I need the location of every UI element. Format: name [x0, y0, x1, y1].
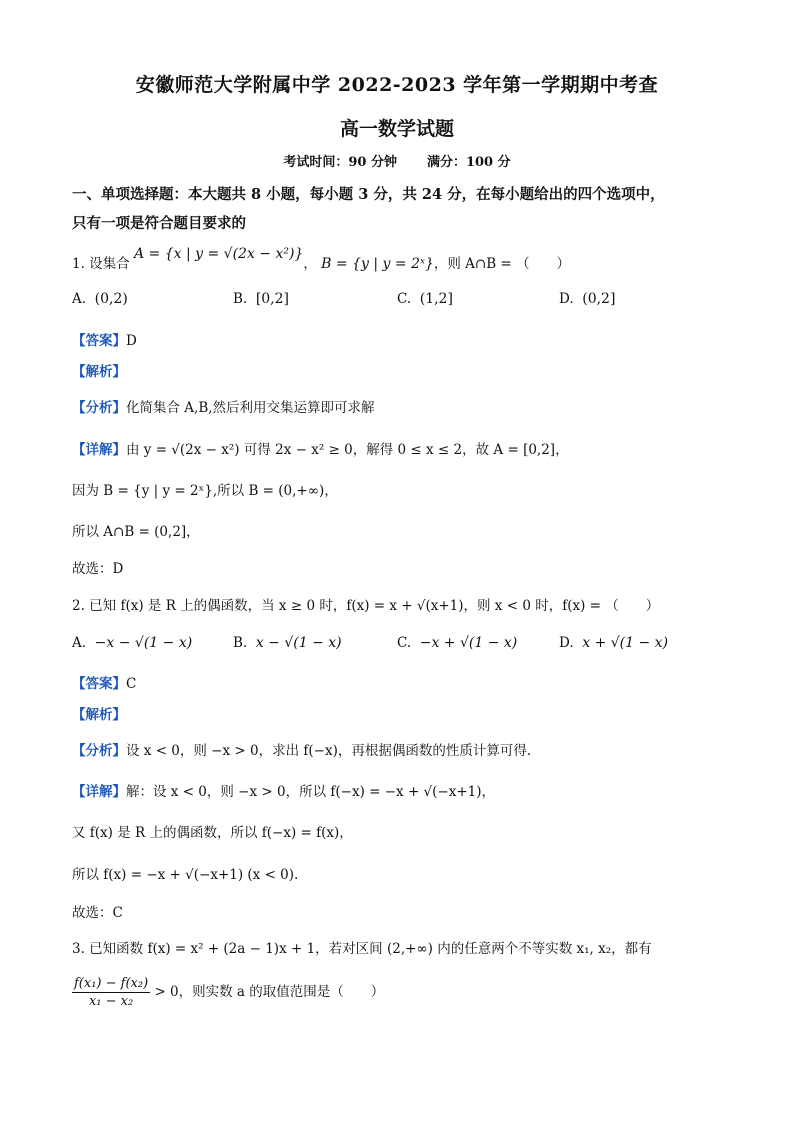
q1-choose: 故选：D — [72, 561, 124, 577]
section-heading-line2: 只有一项是符合题目要求的 — [72, 215, 246, 232]
q2-stem: 2. 已知 f(x) 是 R 上的偶函数，当 x ≥ 0 时，f(x) = x + √(x+1)，则 x < 0 时，f(x) = （ ） — [72, 598, 660, 614]
q1-set-b: B = {y | y = 2ˣ} — [321, 256, 434, 272]
exam-title: 安徽师范大学附属中学 2022-2023 学年第一学期期中考查 — [135, 74, 659, 96]
q1-detail-3: 所以 A∩B = (0,2]， — [72, 524, 200, 540]
q1-answer: 【答案】D — [72, 333, 137, 349]
q2-fenxi: 【分析】设 x < 0，则 −x > 0，求出 f(−x)，再根据偶函数的性质计算可得. — [72, 743, 532, 759]
section-heading-line1: 一、单项选择题：本大题共 8 小题，每小题 3 分，共 24 分，在每小题给出的四个选项中， — [72, 186, 665, 203]
q2-answer: 【答案】C — [72, 676, 137, 692]
q3-fraction: $\frac{\text{f(x₁) − f(x₂)}}{\text{x₁ − x₂}}$ — [74, 976, 149, 1009]
exam-info — [0, 151, 794, 170]
exam-subtitle: 高一数学试题 — [339, 118, 454, 140]
q1-detail-2: 因为 B = {y | y = 2ˣ},所以 B = (0,+∞)， — [72, 483, 338, 499]
q1-set-a: A = {x | y = √(2x − x²)} — [133, 246, 304, 262]
q2-choose: 故选：C — [72, 905, 123, 921]
q1-analysis-tag: 【解析】 — [72, 364, 126, 380]
q1-option-a: A. (0,2) — [72, 291, 128, 307]
q2-analysis-tag: 【解析】 — [72, 707, 126, 723]
q3-stem-1: 3. 已知函数 f(x) = x² + (2a − 1)x + 1，若对区间 (2,+∞) 内的任意两个不等实数 x₁, x₂，都有 — [72, 941, 652, 957]
q1-option-d: D. (0,2] — [559, 291, 616, 307]
exam-time: 考试时间：90 分钟 — [283, 155, 397, 170]
q2-detail-2: 又 f(x) 是 R 上的偶函数，所以 f(−x) = f(x)， — [72, 825, 353, 841]
q2-option-d: D. x + √(1 − x) — [559, 635, 669, 651]
q1-detail-1: 【详解】由 y = √(2x − x²) 可得 2x − x² ≥ 0，解得 0 ≤ x ≤ 2，故 A = [0,2]， — [72, 442, 569, 458]
q1-option-b: B. [0,2] — [233, 291, 290, 307]
q1-fenxi: 【分析】化简集合 A,B,然后利用交集运算即可求解 — [72, 400, 375, 416]
q1-stem: 1. 设集合 A = {x | y = √(2x − x²)}， B = {y | y = 2ˣ}，则 A∩B = （ ） — [72, 246, 571, 272]
full-score: 满分：100 分 — [426, 155, 511, 170]
q2-option-b: B. x − √(1 − x) — [233, 635, 342, 651]
q2-detail-1: 【详解】解：设 x < 0，则 −x > 0，所以 f(−x) = −x + √(−x+1)， — [72, 784, 496, 800]
q2-option-c: C. −x + √(1 − x) — [397, 635, 518, 651]
q2-option-a: A. −x − √(1 − x) — [72, 635, 193, 651]
q1-option-c: C. (1,2] — [397, 291, 453, 307]
q2-detail-3: 所以 f(x) = −x + √(−x+1) (x < 0). — [72, 867, 299, 883]
q3-stem-2: $\frac{\text{f(x₁) − f(x₂)}}{\text{x₁ − x₂}}$ > 0，则实数 a 的取值范围是（ ） — [74, 976, 385, 1009]
